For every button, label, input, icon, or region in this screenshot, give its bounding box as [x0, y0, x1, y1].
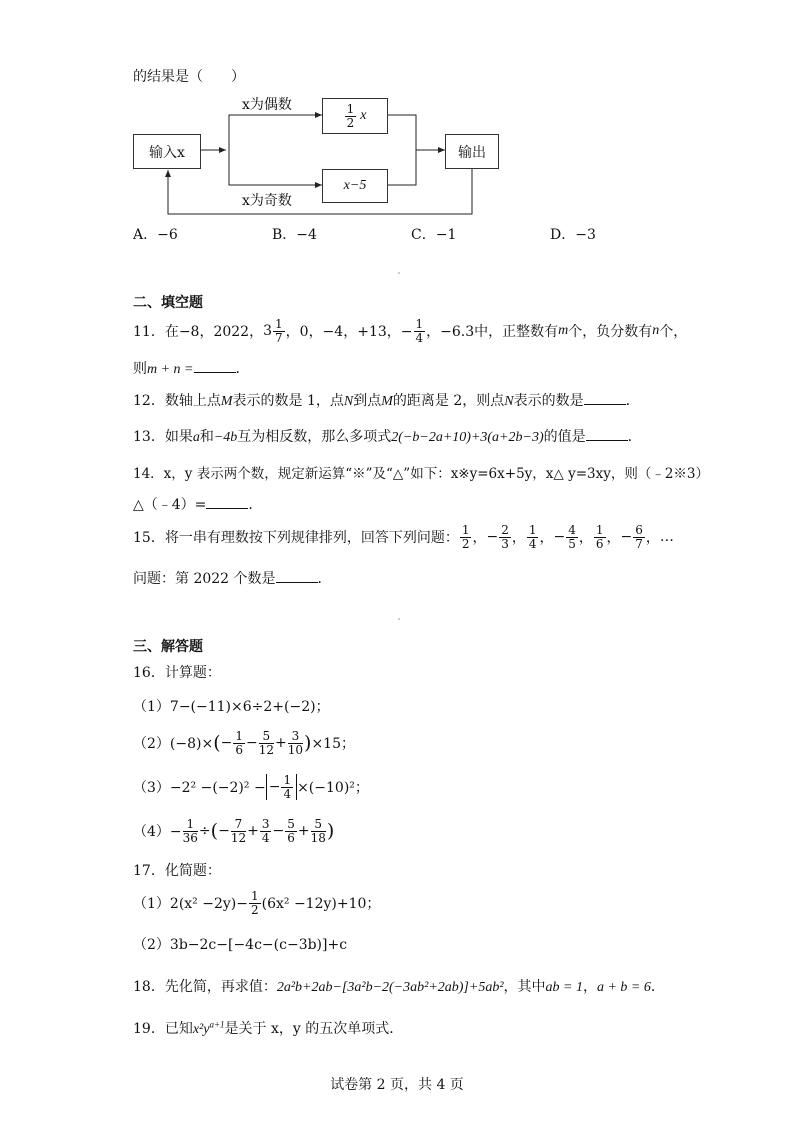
q16-p4-div: ÷: [198, 823, 211, 840]
q15-fraction-den: 7: [635, 536, 643, 551]
q16-part-2: [133, 730, 355, 756]
q16-p2-f2-num: 5: [259, 730, 274, 744]
output-box: 输出: [445, 134, 499, 169]
q16-p4-sign2: +: [247, 823, 259, 840]
question-12: [133, 390, 640, 410]
q16-p2-sign2: −: [246, 735, 258, 752]
q16-p2-lparen: (: [213, 732, 221, 755]
q12-var-n2: N: [504, 394, 514, 409]
q15-line2-a: 问题：第 2022 个数是: [133, 571, 276, 587]
q11-text-e: 个，: [659, 324, 688, 341]
q13-end: ．: [627, 429, 642, 445]
q16-p4-sign4: +: [297, 823, 310, 840]
q18-mid: ，其中: [503, 979, 546, 995]
q17-title: 17．化简题：: [133, 863, 221, 879]
q11-text-d: 个，负分数有: [568, 324, 653, 341]
q17-p1-f-den: 2: [250, 902, 259, 917]
q12-text-d: 的距离是 2，则点: [392, 393, 505, 409]
flowchart: [0, 0, 794, 240]
q11-mixed-num: 1: [275, 317, 283, 331]
q11-mixed-number: [263, 318, 286, 344]
q16-p4-f4-den: 18: [310, 830, 326, 845]
q16-part-3: [133, 774, 369, 800]
q12-text-a: 12．数轴上点: [133, 393, 221, 409]
q14-answer-blank: [206, 496, 248, 509]
q15-fraction: [594, 524, 606, 550]
q15-text-a: 15．将一串有理数按下列规律排列，回答下列问题：: [133, 530, 459, 547]
q12-var-m2: M: [381, 394, 393, 409]
q13-text-b: 和: [199, 429, 214, 445]
q15-answer-blank: [276, 570, 318, 583]
q18-expression: 2a²b+2ab−[3a²b−2(−3ab²+2ab)]+5ab²: [276, 980, 504, 995]
q16-p4-lead: （4）−: [133, 824, 182, 841]
question-15-line2: [133, 568, 332, 588]
q19-tail: 是关于 x，y 的五次单项式．: [224, 1021, 404, 1037]
even-box-numerator: 1: [346, 101, 355, 116]
q15-fraction-den: 4: [528, 536, 537, 551]
q17-part-2: （2）3b−2c−[−4c−(c−3b)]+c: [133, 937, 348, 953]
page-footer: 试卷第 2 页，共 4 页: [330, 1077, 464, 1093]
q13-var-b: −4b: [213, 430, 238, 445]
q16-p4-f0-num: 1: [183, 818, 198, 832]
q16-p2-f3-den: 10: [287, 742, 304, 757]
q11-text-b: ，0，−4，+13，−: [285, 324, 413, 341]
q13-var-a: a: [192, 430, 200, 445]
q16-p4-lparen: (: [210, 820, 219, 843]
q15-comma: ，: [472, 530, 487, 547]
q13-text-c: 互为相反数，那么多项式: [237, 429, 392, 445]
question-14-line2: [133, 494, 262, 514]
q15-sequence: [459, 524, 660, 550]
q16-p2-lead: （2）(−8)×: [133, 736, 214, 753]
q13-polynomial: 2(−b−2a+10)+3(a+2b−3): [391, 430, 544, 445]
q15-comma: ，: [539, 530, 554, 547]
q11-frac-den: 4: [415, 330, 424, 345]
q16-p4-f4-num: 5: [311, 818, 326, 832]
q12-text-b: 表示的数是 1，点: [232, 393, 344, 409]
q16-p2-sign3: +: [275, 735, 287, 752]
q17-p1-f-num: 1: [250, 889, 259, 903]
q11-answer-blank: [194, 360, 236, 373]
q11-frac-num: 1: [415, 317, 424, 331]
q15-fraction: [633, 524, 645, 550]
q16-p2-rparen: ): [304, 732, 312, 755]
input-box: 输入x: [133, 134, 201, 169]
q15-comma: ，: [511, 530, 526, 547]
q10-option-c: C．−1: [411, 227, 457, 243]
q10-option-a: A．−6: [133, 227, 178, 243]
q15-fraction: [527, 524, 539, 550]
question-19: [133, 1018, 403, 1038]
even-box-denominator: 2: [346, 115, 355, 130]
q16-p2-f2-den: 12: [258, 742, 275, 757]
q12-var-m: M: [220, 394, 233, 409]
q15-fraction-num: 1: [461, 523, 470, 537]
question-14-line1: 14．x，y 表示两个数，规定新运算“※”及“△”如下：x※y=6x+5y，x△ y=3xy，则（﹣2※3）: [133, 466, 710, 482]
q11-var-n: n: [652, 323, 660, 339]
q16-p3-tail: ×(−10)²；: [297, 780, 369, 797]
q14-line2-a: △（﹣4）=: [133, 497, 207, 513]
q17-part-1: [133, 890, 380, 916]
q16-p4-f1-den: 12: [230, 830, 247, 845]
q12-var-n: N: [343, 394, 354, 409]
q19-monomial-base: x²y: [192, 1022, 210, 1037]
page-dot: [398, 618, 400, 620]
q11-text-a: 在−8，2022，: [164, 324, 264, 341]
even-branch-label: x为偶数: [242, 97, 292, 113]
q13-text-d: 的值是: [543, 429, 586, 445]
q15-sign: −: [553, 529, 566, 546]
q16-p2-f1-num: 1: [235, 729, 243, 743]
q15-fraction-num: 6: [635, 523, 643, 537]
q13-text-a: 13．如果: [133, 429, 193, 445]
even-operation-box: [322, 98, 388, 134]
q16-part-1: （1）7−(−11)×6÷2+(−2)；: [133, 699, 330, 715]
q16-p4-sign1: −: [218, 823, 230, 840]
q16-p4-rparen: ): [326, 820, 335, 843]
q16-p3-sign: −: [268, 779, 281, 796]
q15-fraction-num: 1: [595, 523, 604, 537]
q16-p3-f-num: 1: [283, 773, 292, 787]
q16-p2-tail: ×15；: [311, 736, 355, 753]
q14-end: ．: [248, 497, 263, 513]
q15-sign: −: [620, 529, 633, 546]
odd-branch-label: x为奇数: [242, 193, 292, 209]
question-11: [133, 318, 687, 344]
q16-p4-f3-num: 5: [287, 817, 295, 831]
q18-sep: ，: [582, 979, 597, 995]
q15-fraction: [499, 524, 511, 550]
q11-line2-a: 则: [133, 361, 147, 377]
q12-end: ．: [625, 393, 640, 409]
q16-p3-abs: [266, 774, 297, 800]
q16-title: 16．计算题：: [133, 665, 221, 681]
q15-comma: ，: [645, 530, 660, 547]
q15-fraction-den: 3: [501, 536, 509, 551]
q12-text-c: 到点: [353, 393, 382, 409]
q19-monomial-exponent: a+1: [209, 1019, 225, 1030]
q15-fraction: [566, 524, 578, 550]
q15-fraction: [460, 524, 472, 550]
q16-p4-f1-num: 7: [231, 818, 246, 832]
q11-number: 11．: [133, 324, 165, 341]
question-13: [133, 426, 642, 446]
section-title-solve: 三、解答题: [133, 639, 203, 655]
q11-line2-end: ．: [235, 361, 250, 377]
flowchart-lines: [0, 0, 794, 240]
q15-end: ．: [317, 571, 332, 587]
q19-lead: 19．已知: [133, 1021, 193, 1037]
q16-p2-f3-num: 3: [288, 730, 303, 744]
q18-condition-1: ab = 1: [545, 980, 583, 995]
q15-ellipsis: …: [659, 529, 674, 546]
odd-operation-box: x−5: [322, 169, 388, 203]
q16-part-4: [133, 818, 334, 844]
q18-end: ．: [650, 979, 665, 995]
q17-p1-lead: （1）2(x² −2y)−: [133, 896, 248, 913]
q11-line2-expr: m + n =: [147, 362, 194, 377]
q16-p3-lead: （3）−2² −(−2)² −: [133, 780, 266, 797]
q16-p4-f0-den: 36: [182, 830, 198, 845]
q10-option-d: D．−3: [550, 227, 596, 243]
q15-fraction-num: 4: [568, 523, 576, 537]
q11-mixed-whole: 3: [263, 323, 273, 340]
q15-comma: ，: [578, 530, 593, 547]
q16-p4-sign3: −: [272, 823, 285, 840]
section-title-fill-in: 二、填空题: [133, 295, 203, 311]
q11-var-m: m: [558, 323, 569, 339]
q10-option-b: B．−4: [272, 227, 317, 243]
q16-p4-f3-den: 6: [287, 830, 295, 845]
even-box-var: x: [360, 108, 367, 123]
q12-text-e: 表示的数是: [513, 393, 584, 409]
question-15: [133, 524, 674, 550]
q15-fraction-num: 1: [528, 523, 537, 537]
q15-fraction-den: 2: [461, 536, 470, 551]
q13-answer-blank: [586, 428, 628, 441]
q15-fraction-den: 6: [595, 536, 604, 551]
q16-p3-f-den: 4: [283, 786, 292, 801]
q18-lead: 18．先化简，再求值：: [133, 979, 277, 995]
q16-p4-f2-den: 4: [261, 830, 270, 845]
q11-mixed-den: 7: [275, 330, 283, 345]
q15-fraction-num: 2: [501, 523, 509, 537]
q16-p2-f1-den: 6: [235, 742, 243, 757]
q15-sign: −: [486, 529, 499, 546]
q16-p2-sign1: −: [220, 735, 233, 752]
question-18: [133, 976, 665, 996]
q18-condition-2: a + b = 6: [596, 980, 651, 995]
q12-answer-blank: [584, 392, 626, 405]
q16-p4-f2-num: 3: [261, 817, 270, 831]
q10-tail: 的结果是（ ）: [133, 69, 245, 85]
q15-comma: ，: [606, 530, 621, 547]
q17-p1-tail: (6x² −12y)+10；: [261, 896, 381, 913]
q15-fraction-den: 5: [568, 536, 576, 551]
question-11-line2: [133, 358, 250, 378]
page-dot: [398, 272, 400, 274]
q11-text-c: ，−6.3中，正整数有: [426, 324, 559, 341]
